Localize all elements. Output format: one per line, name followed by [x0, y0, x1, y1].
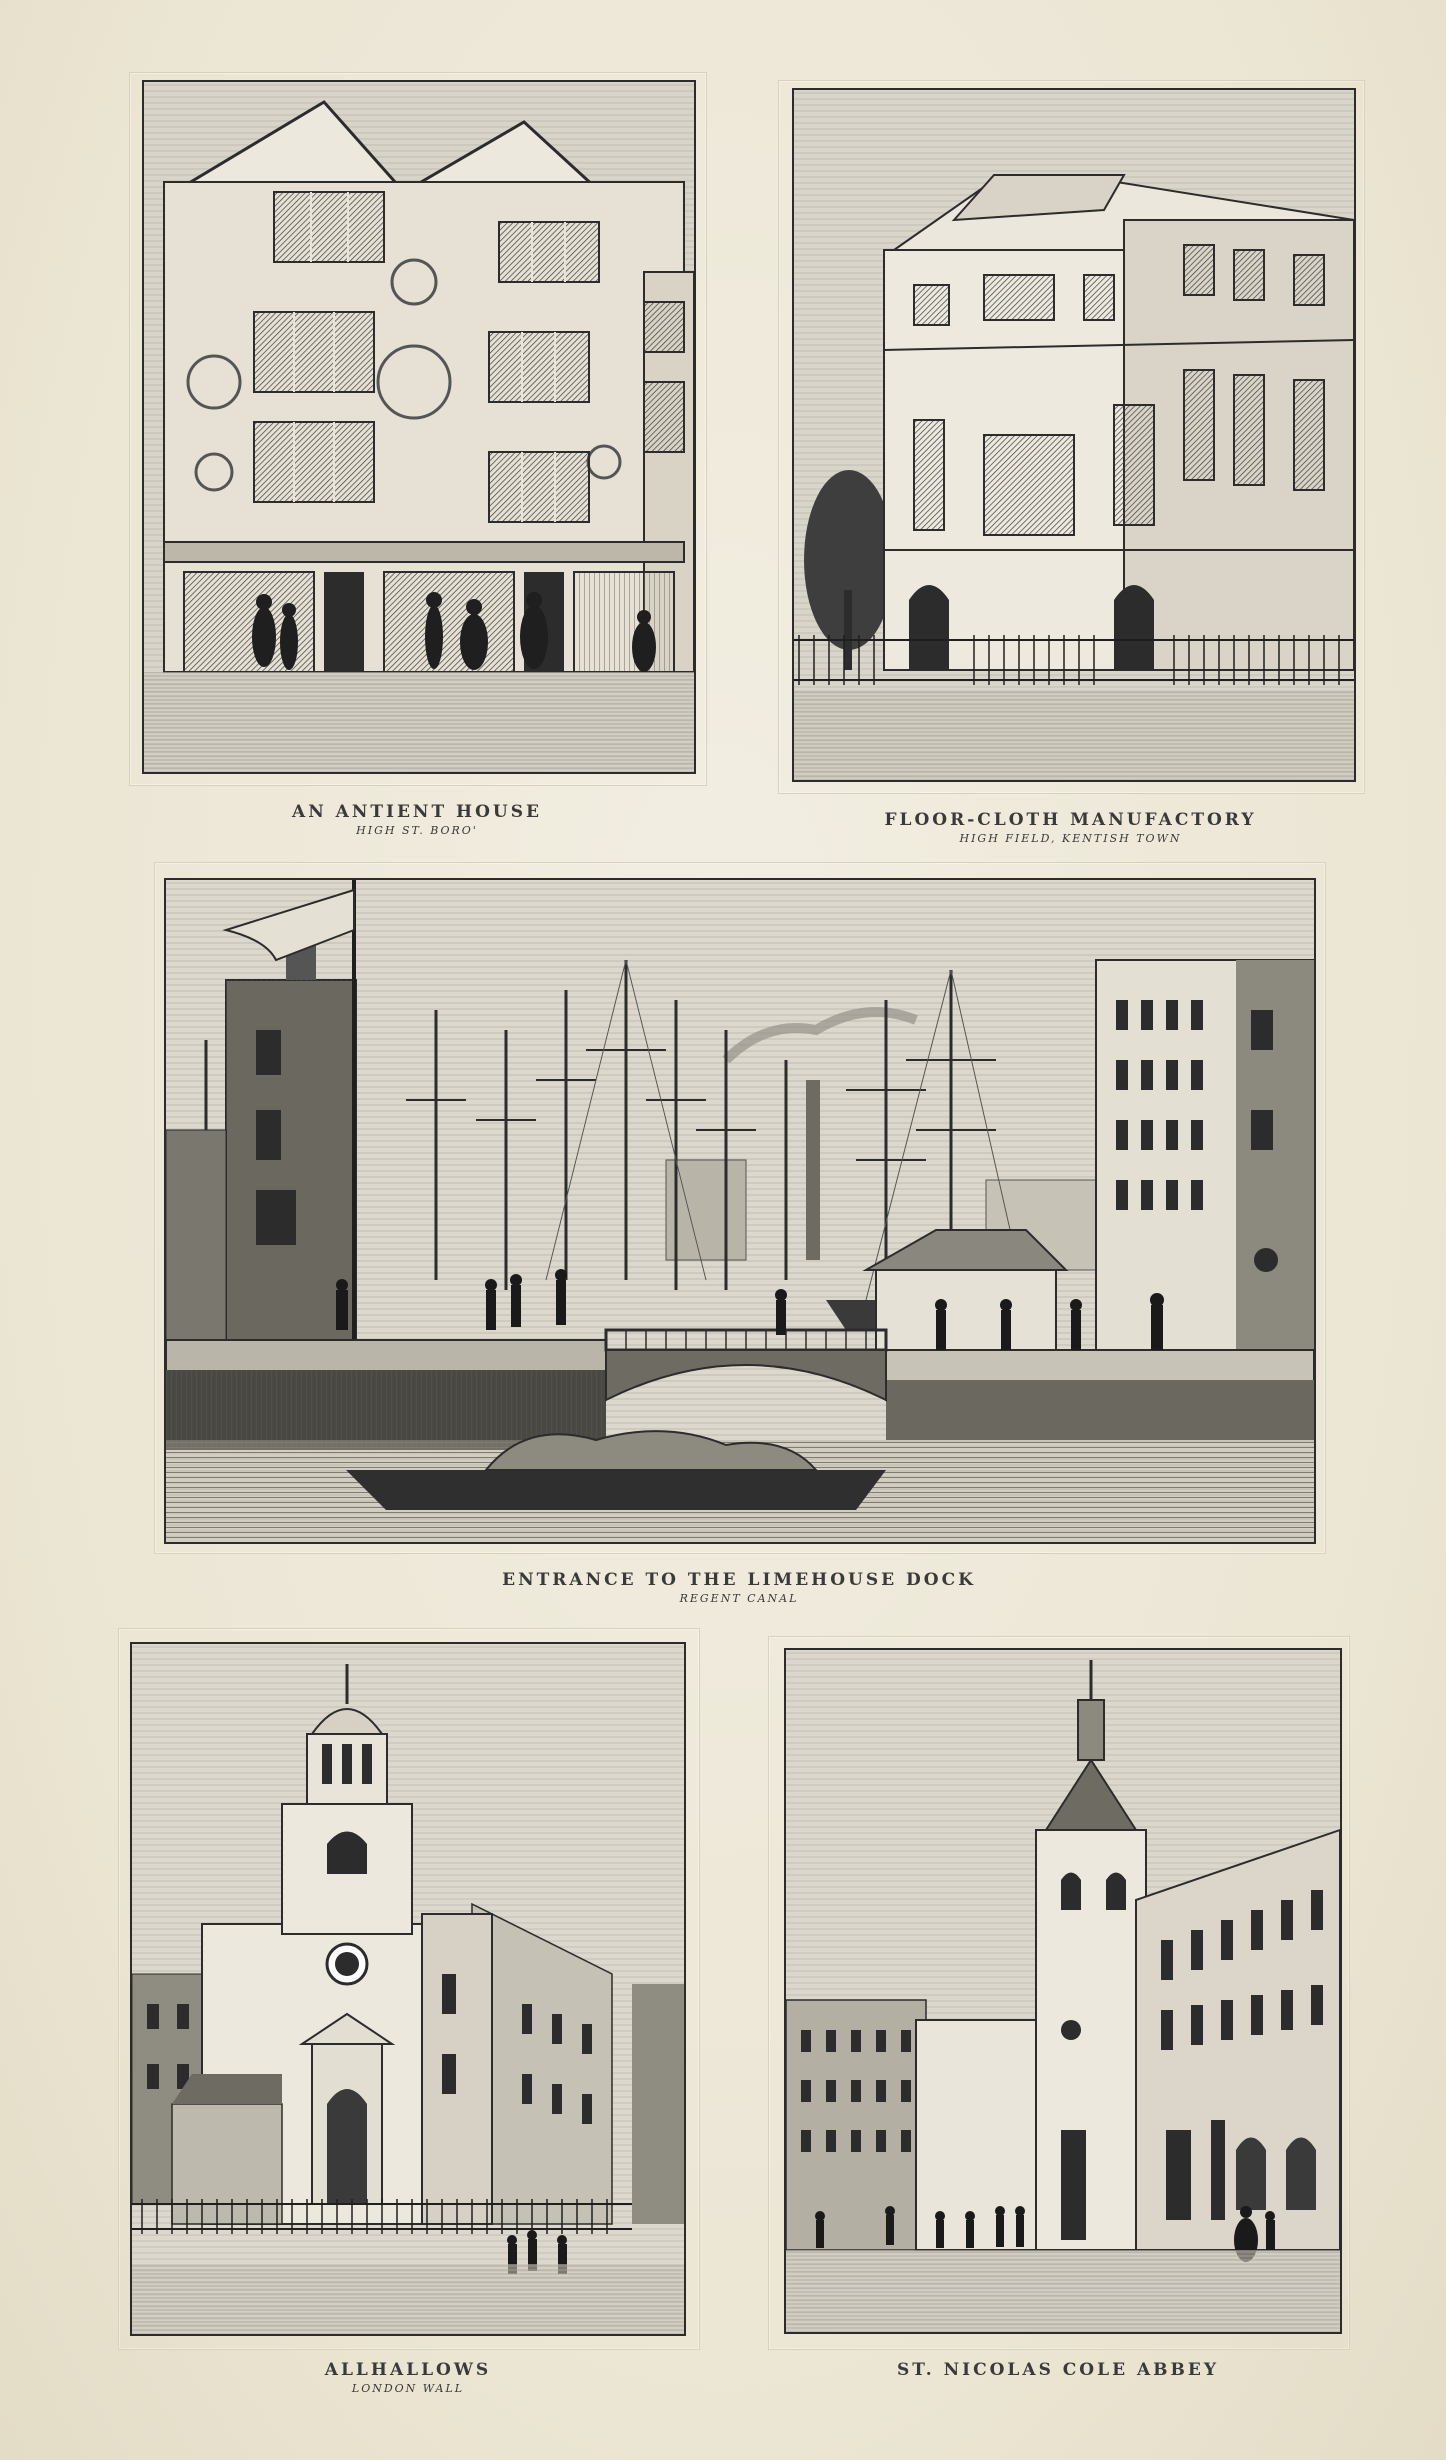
engraving-antient-house: [142, 80, 696, 774]
antient-house-illustration: [144, 82, 694, 772]
engraving-floor-cloth: [792, 88, 1356, 782]
caption-antient-house: [129, 802, 705, 837]
plate-subtitle: HIGH ST. BORO': [356, 824, 478, 837]
caption-allhallows: [118, 2360, 698, 2395]
floor-cloth-illustration: [794, 90, 1354, 780]
plate-title: ALLHALLOWS: [324, 2360, 492, 2380]
plate-subtitle: REGENT CANAL: [679, 1592, 799, 1605]
allhallows-illustration: [132, 1644, 684, 2334]
plate-title: FLOOR-CLOTH MANUFACTORY: [884, 810, 1257, 830]
engraving-allhallows: [130, 1642, 686, 2336]
plate-subtitle: HIGH FIELD, KENTISH TOWN: [959, 832, 1182, 845]
caption-st-nicolas: [768, 2360, 1348, 2380]
plate-subtitle: LONDON WALL: [351, 2382, 465, 2395]
caption-floor-cloth: [778, 810, 1363, 845]
engraving-limehouse: [164, 878, 1316, 1544]
caption-limehouse: [154, 1570, 1324, 1605]
engraving-st-nicolas: [784, 1648, 1342, 2334]
limehouse-dock-illustration: [166, 880, 1314, 1542]
plate-title: ST. NICOLAS COLE ABBEY: [897, 2360, 1219, 2380]
st-nicolas-illustration: [786, 1650, 1340, 2332]
plate-title: AN ANTIENT HOUSE: [292, 802, 542, 822]
plate-title: ENTRANCE TO THE LIMEHOUSE DOCK: [502, 1570, 976, 1590]
